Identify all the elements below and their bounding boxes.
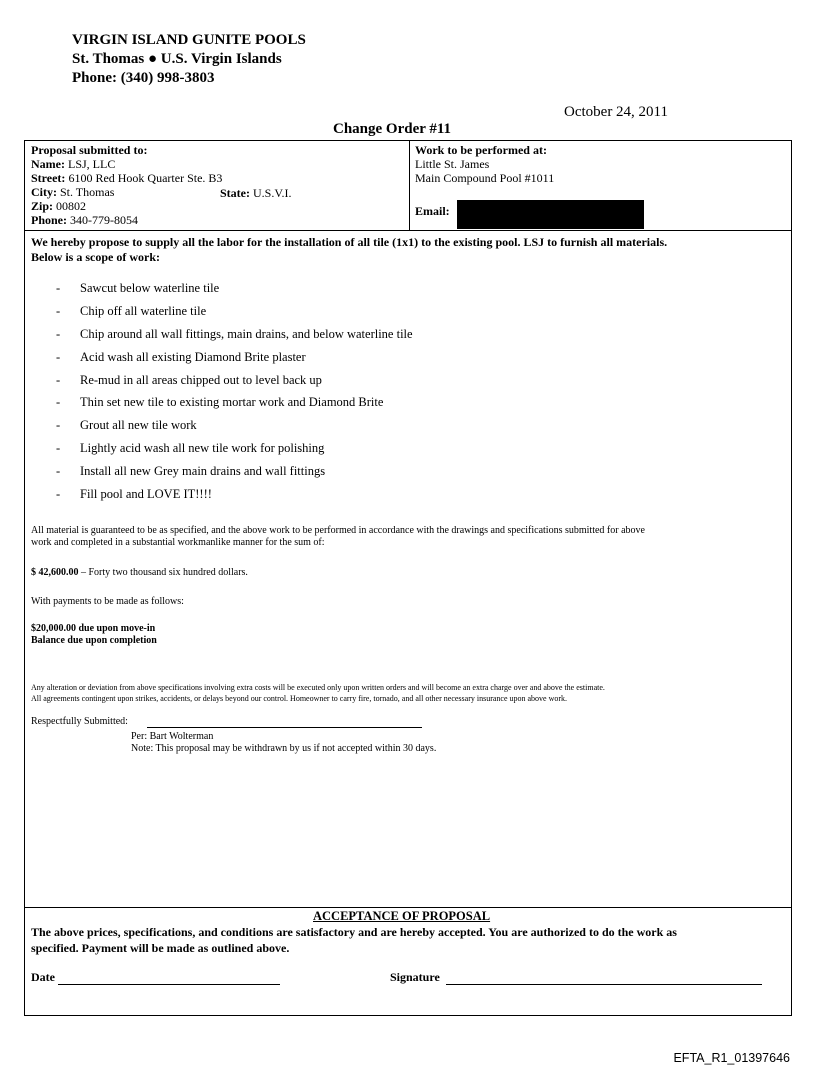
document-id: EFTA_R1_01397646 <box>673 1051 790 1065</box>
list-item: - Lightly acid wash all new tile work for polishing <box>52 439 413 462</box>
address-table-divider <box>409 140 410 231</box>
fine-print-line1: Any alteration or deviation from above specifications involving extra costs will be executed only upon written orders and will become an extra charge over and above the estimate. <box>31 683 605 692</box>
client-street: 6100 Red Hook Quarter Ste. B3 <box>68 171 223 185</box>
scope-item-text: Thin set new tile to existing mortar work and Diamond Brite <box>80 395 384 410</box>
date-label: Date <box>31 970 55 984</box>
scope-item-text: Acid wash all existing Diamond Brite plaster <box>80 349 306 364</box>
price-amount: $ 42,600.00 <box>31 567 79 578</box>
scope-item-text: Grout all new tile work <box>80 418 197 433</box>
fine-print <box>31 682 605 704</box>
list-item: - Thin set new tile to existing mortar work and Diamond Brite <box>52 393 413 416</box>
company-header <box>72 31 306 88</box>
submitted-label: Respectfully Submitted: <box>31 716 128 727</box>
client-state: U.S.V.I. <box>253 186 292 200</box>
list-item: - Chip around all wall fittings, main drains, and below waterline tile <box>52 325 413 348</box>
acceptance-line2: specified. Payment will be made as outlined above. <box>31 941 290 955</box>
guarantee-line2: work and completed in a substantial workmanlike manner for the sum of: <box>31 537 325 548</box>
signature-field-line <box>446 984 762 985</box>
client-name-label: Name: <box>31 157 65 171</box>
acceptance-text <box>31 924 677 956</box>
client-name: LSJ, LLC <box>67 157 116 171</box>
scope-item-text: Install all new Grey main drains and wall fittings <box>80 464 326 479</box>
scope-list <box>52 279 413 508</box>
scope-item-text: Re-mud in all areas chipped out to level back up <box>80 372 322 387</box>
list-item: - Sawcut below waterline tile <box>52 279 413 302</box>
payment-schedule <box>31 623 157 647</box>
client-street-label: Street: <box>31 171 66 185</box>
proposal-intro-line1: We hereby propose to supply all the labor for the installation of all tile (1x1) to the existing pool. LSJ to furnish all materials. <box>31 235 668 249</box>
scope-item-text: Fill pool and LOVE IT!!!! <box>80 487 212 502</box>
client-city: St. Thomas <box>60 185 115 199</box>
date-field-line <box>58 984 280 985</box>
guarantee-line1: All material is guaranteed to be as specified, and the above work to be performed in accordance with the drawings and specifications submitted for above <box>31 525 645 536</box>
client-name-row <box>31 157 222 171</box>
payment-line1: $20,000.00 due upon move-in <box>31 623 156 634</box>
submitted-signature-line <box>147 727 422 728</box>
acceptance-line1: The above prices, specifications, and conditions are satisfactory and are hereby accepted. You are authorized to do the work as <box>31 925 677 939</box>
site-heading: Work to be performed at: <box>415 143 547 157</box>
redaction-block <box>457 200 644 229</box>
client-phone-label: Phone: <box>31 213 67 227</box>
client-phone: 340-779-8054 <box>70 213 138 227</box>
list-item: - Acid wash all existing Diamond Brite plaster <box>52 348 413 371</box>
client-cell <box>31 143 222 227</box>
company-location: St. Thomas ● U.S. Virgin Islands <box>72 51 282 67</box>
client-zip-label: Zip: <box>31 199 54 213</box>
signature-label: Signature <box>390 970 440 984</box>
fine-print-line2: All agreements contingent upon strikes, accidents, or delays beyond our control. Homeowner to carry fire, tornado, and all other necessary insurance upon above work. <box>31 694 568 703</box>
client-zip-row <box>31 199 222 213</box>
company-name: VIRGIN ISLAND GUNITE POOLS <box>72 32 306 48</box>
document-title: Change Order #11 <box>333 121 452 137</box>
list-item: - Re-mud in all areas chipped out to level back up <box>52 371 413 394</box>
site-line1: Little St. James <box>415 157 490 171</box>
scope-item-text: Lightly acid wash all new tile work for polishing <box>80 441 325 456</box>
submitted-details <box>131 731 436 755</box>
scope-item-text: Chip around all wall fittings, main drains, and below waterline tile <box>80 326 413 341</box>
client-state-label: State: <box>220 186 250 200</box>
submitted-note: Note: This proposal may be withdrawn by us if not accepted within 30 days. <box>131 743 437 754</box>
list-item: - Chip off all waterline tile <box>52 302 413 325</box>
list-item: - Fill pool and LOVE IT!!!! <box>52 485 413 508</box>
client-state-row <box>220 186 291 200</box>
client-city-row <box>31 185 222 199</box>
acceptance-title: ACCEPTANCE OF PROPOSAL <box>313 909 491 923</box>
site-line2: Main Compound Pool #1011 <box>415 171 555 185</box>
list-item: - Grout all new tile work <box>52 416 413 439</box>
submitted-per: Per: Bart Wolterman <box>131 731 214 742</box>
client-zip: 00802 <box>56 199 87 213</box>
client-heading: Proposal submitted to: <box>31 143 148 157</box>
payment-line2: Balance due upon completion <box>31 635 157 646</box>
site-cell <box>415 143 554 185</box>
site-email-label: Email: <box>415 204 450 218</box>
client-street-row <box>31 171 222 185</box>
guarantee-text <box>31 525 645 549</box>
proposal-intro-line2: Below is a scope of work: <box>31 250 160 264</box>
client-city-label: City: <box>31 185 57 199</box>
client-phone-row <box>31 213 222 227</box>
list-item: - Install all new Grey main drains and wall fittings <box>52 462 413 485</box>
scope-item-text: Sawcut below waterline tile <box>80 281 220 295</box>
price-line <box>31 567 248 579</box>
company-phone: Phone: (340) 998-3803 <box>72 70 215 86</box>
proposal-intro <box>31 235 667 265</box>
price-words: – Forty two thousand six hundred dollars. <box>78 567 248 578</box>
payments-intro: With payments to be made as follows: <box>31 596 184 607</box>
scope-item-text: Chip off all waterline tile <box>80 303 207 318</box>
document-date: October 24, 2011 <box>564 104 669 120</box>
